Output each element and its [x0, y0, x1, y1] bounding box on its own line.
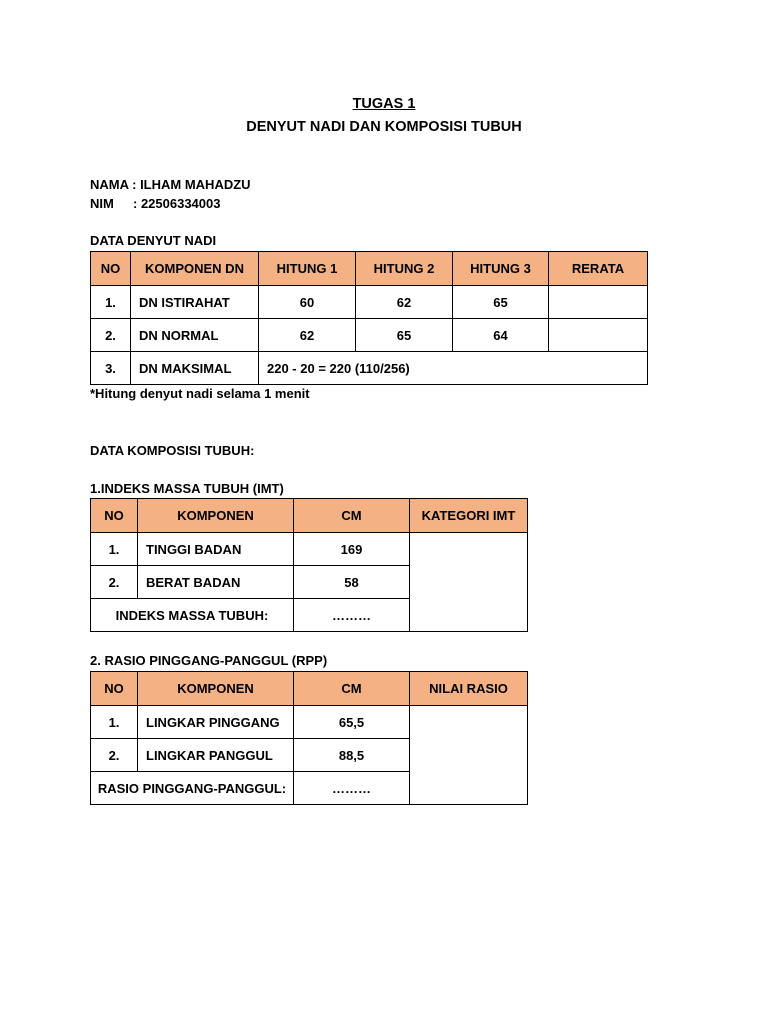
imt-cell-komponen: BERAT BADAN — [138, 566, 294, 599]
pulse-header-komponen: KOMPONEN DN — [131, 252, 259, 286]
pulse-cell-no: 2. — [91, 319, 131, 352]
rpp-header-cm: CM — [294, 672, 410, 706]
rpp-header-no: NO — [91, 672, 138, 706]
pulse-cell-komponen: DN ISTIRAHAT — [131, 286, 259, 319]
pulse-max-formula: 220 - 20 = 220 (110/256) — [259, 352, 648, 385]
rpp-cell-komponen: LINGKAR PANGGUL — [138, 739, 294, 772]
rpp-title: 2. RASIO PINGGANG-PANGGUL (RPP) — [90, 653, 328, 668]
rpp-header-row — [91, 672, 528, 706]
pulse-cell-h3: 65 — [453, 286, 549, 319]
student-nim-value: : 22506334003 — [133, 196, 221, 211]
pulse-header-rerata: RERATA — [549, 252, 648, 286]
pulse-header-row — [91, 252, 648, 286]
rpp-header-komponen: KOMPONEN — [138, 672, 294, 706]
student-nim-label: NIM — [90, 196, 114, 211]
pulse-cell-h3: 64 — [453, 319, 549, 352]
pulse-cell-h1: 62 — [259, 319, 356, 352]
imt-cell-cm: 169 — [294, 533, 410, 566]
rpp-table — [90, 671, 528, 805]
pulse-table — [90, 251, 648, 385]
rpp-cell-cm: 88,5 — [294, 739, 410, 772]
pulse-header-hitung-1: HITUNG 1 — [259, 252, 356, 286]
rpp-header-nilai-rasio: NILAI RASIO — [410, 672, 528, 706]
table-row — [91, 352, 648, 385]
pulse-cell-rerata — [549, 319, 648, 352]
imt-cell-komponen: TINGGI BADAN — [138, 533, 294, 566]
body-comp-section-title: DATA KOMPOSISI TUBUH: — [90, 443, 255, 458]
student-name: NAMA : ILHAM MAHADZU — [90, 177, 251, 192]
pulse-note: *Hitung denyut nadi selama 1 menit — [90, 386, 310, 401]
pulse-section-title: DATA DENYUT NADI — [90, 233, 217, 248]
table-row — [91, 319, 648, 352]
imt-title: 1.INDEKS MASSA TUBUH (IMT) — [90, 481, 284, 496]
pulse-cell-rerata — [549, 286, 648, 319]
document-title: TUGAS 1 — [352, 96, 416, 112]
pulse-cell-h2: 62 — [356, 286, 453, 319]
imt-header-no: NO — [91, 499, 138, 533]
imt-table — [90, 498, 528, 632]
pulse-cell-h1: 60 — [259, 286, 356, 319]
rpp-cell-no: 2. — [91, 739, 138, 772]
rpp-total-label: RASIO PINGGANG-PANGGUL: — [91, 772, 294, 805]
rpp-cell-komponen: LINGKAR PINGGANG — [138, 706, 294, 739]
document-subtitle: DENYUT NADI DAN KOMPOSISI TUBUH — [246, 119, 522, 135]
pulse-header-hitung-3: HITUNG 3 — [453, 252, 549, 286]
imt-cell-no: 1. — [91, 533, 138, 566]
imt-header-komponen: KOMPONEN — [138, 499, 294, 533]
pulse-header-hitung-2: HITUNG 2 — [356, 252, 453, 286]
pulse-cell-no: 3. — [91, 352, 131, 385]
rpp-cell-no: 1. — [91, 706, 138, 739]
imt-header-kategori: KATEGORI IMT — [410, 499, 528, 533]
imt-total-label: INDEKS MASSA TUBUH: — [91, 599, 294, 632]
pulse-cell-no: 1. — [91, 286, 131, 319]
imt-total-value: ……… — [294, 599, 410, 632]
pulse-cell-komponen: DN NORMAL — [131, 319, 259, 352]
table-row — [91, 533, 528, 566]
rpp-total-value: ……… — [294, 772, 410, 805]
table-row — [91, 286, 648, 319]
table-row — [91, 706, 528, 739]
imt-cell-cm: 58 — [294, 566, 410, 599]
rpp-cell-cm: 65,5 — [294, 706, 410, 739]
pulse-header-no: NO — [91, 252, 131, 286]
imt-header-cm: CM — [294, 499, 410, 533]
pulse-cell-komponen: DN MAKSIMAL — [131, 352, 259, 385]
imt-kategori-cell — [410, 533, 528, 632]
imt-header-row — [91, 499, 528, 533]
rpp-nilai-rasio-cell — [410, 706, 528, 805]
pulse-cell-h2: 65 — [356, 319, 453, 352]
imt-cell-no: 2. — [91, 566, 138, 599]
